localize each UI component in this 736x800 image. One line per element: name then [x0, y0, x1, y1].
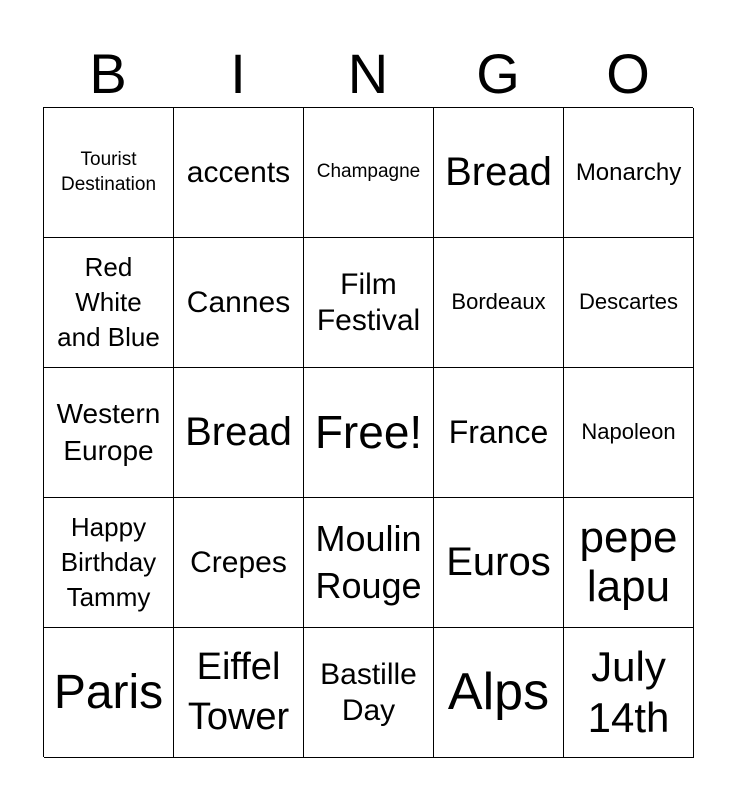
cell-text: Western Europe: [56, 398, 161, 466]
cell-text: Monarchy: [575, 158, 682, 186]
cell-text: Cannes: [186, 285, 291, 319]
bingo-cell: [174, 238, 304, 368]
bingo-cell: [304, 498, 434, 628]
bingo-cell: [44, 628, 174, 758]
cell-text: Paris: [53, 665, 164, 719]
cell-text: Film Festival: [316, 268, 421, 337]
cell-text: France: [448, 413, 549, 450]
cell-text: Red White and Blue: [57, 251, 160, 353]
header-letter-g: G: [476, 42, 520, 105]
cell-text: July 14th: [587, 643, 670, 741]
bingo-cell: [564, 108, 694, 238]
header-letter-i: I: [230, 42, 246, 105]
header-letter-n: N: [347, 42, 389, 105]
bingo-cell: [564, 628, 694, 758]
cell-text: Champagne: [316, 161, 421, 183]
bingo-cell: [174, 368, 304, 498]
bingo-cell: [304, 108, 434, 238]
bingo-cell: [434, 368, 564, 498]
bingo-cell: [44, 498, 174, 628]
bingo-cell: [44, 368, 174, 498]
cell-text: Eiffel Tower: [187, 646, 290, 738]
cell-text: pepe lapu: [579, 513, 678, 611]
bingo-cell: [564, 498, 694, 628]
cell-text: Bastille Day: [320, 658, 417, 727]
cell-text: Moulin Rouge: [315, 517, 422, 606]
bingo-cell: [434, 628, 564, 758]
bingo-cell: [174, 108, 304, 238]
cell-text: Alps: [447, 663, 550, 722]
bingo-cell: [174, 498, 304, 628]
cell-text: Crepes: [190, 545, 287, 579]
bingo-cell: [304, 368, 434, 498]
header-letter-b: B: [89, 42, 127, 105]
bingo-cell: [434, 498, 564, 628]
cell-text: Free!: [314, 405, 423, 458]
bingo-board: [43, 107, 693, 757]
bingo-cell: [564, 238, 694, 368]
cell-text: Descartes: [578, 289, 679, 315]
bingo-cell: [434, 108, 564, 238]
cell-text: Bread: [185, 409, 292, 454]
header-letter-o: O: [606, 42, 650, 105]
cell-text: Happy Birthday Tammy: [60, 511, 157, 613]
bingo-cell: [44, 108, 174, 238]
cell-text: Tourist Destination: [60, 148, 157, 195]
bingo-header: [43, 40, 693, 108]
bingo-cell: [434, 238, 564, 368]
cell-text: Napoleon: [581, 419, 676, 445]
bingo-cell: [174, 628, 304, 758]
cell-text: accents: [186, 155, 291, 189]
cell-text: Euros: [446, 539, 551, 584]
cell-text: Bread: [445, 149, 552, 194]
bingo-cell: [44, 238, 174, 368]
bingo-cell: [564, 368, 694, 498]
cell-text: Bordeaux: [451, 289, 546, 315]
bingo-cell: [304, 628, 434, 758]
bingo-cell: [304, 238, 434, 368]
